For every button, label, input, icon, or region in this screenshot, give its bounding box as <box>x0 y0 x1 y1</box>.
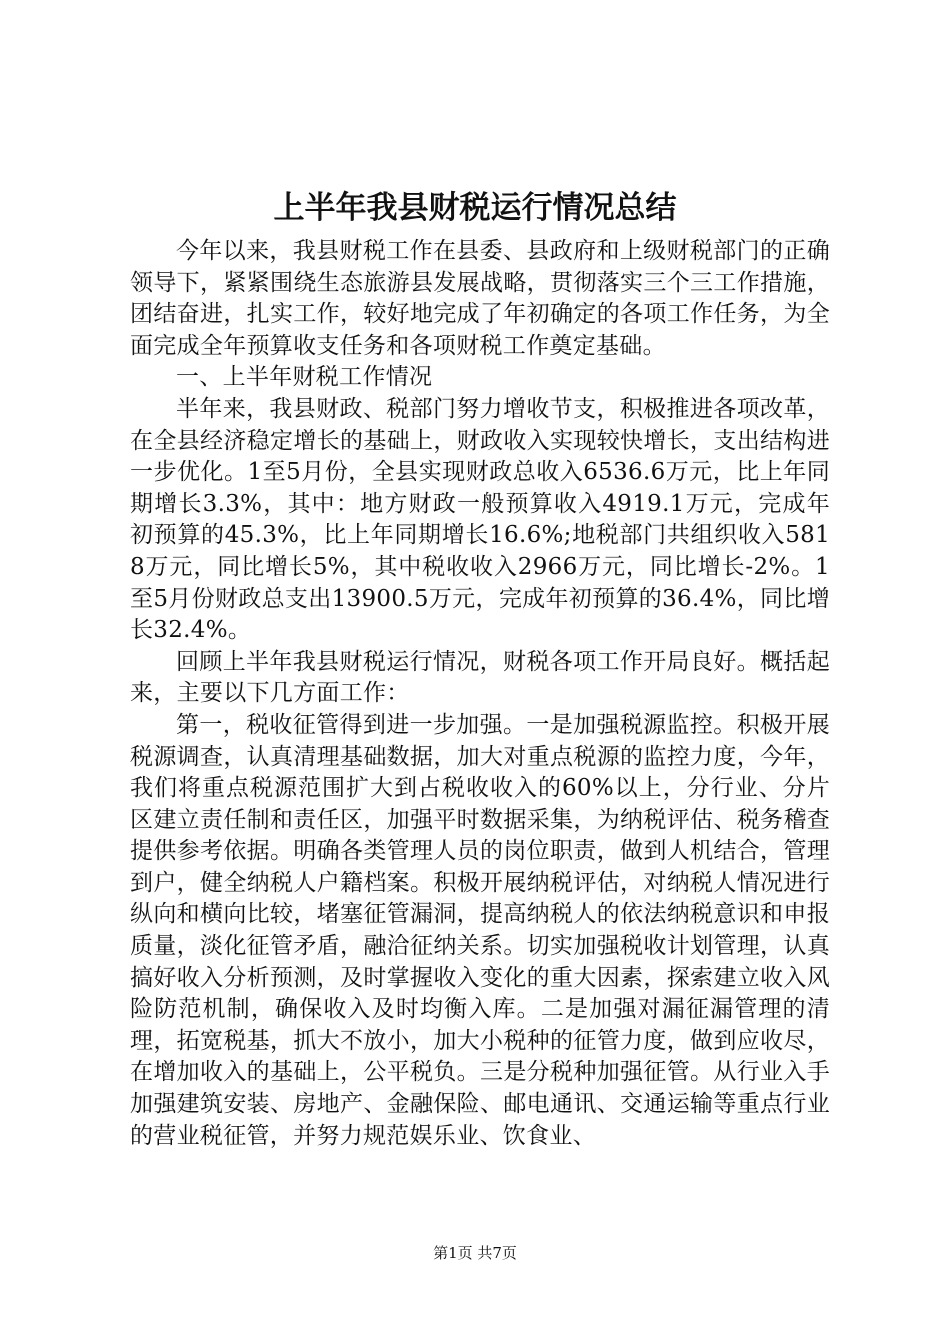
page-footer: 第1页 共7页 <box>433 1244 517 1262</box>
section-heading: 一、上半年财税工作情况 <box>176 364 433 391</box>
document-body <box>130 236 830 1152</box>
paragraph-intro: 今年以来，我县财税工作在县委、县政府和上级财税部门的正确领导下，紧紧围绕生态旅游县发展战略，贯彻落实三个三工作措施，团结奋进，扎实工作，较好地完成了年初确定的各项工作任务，为全面完成全年预算收支任务和各项财税工作奠定基础。 <box>130 238 830 359</box>
document-title: 上半年我县财税运行情况总结 <box>273 190 677 226</box>
paragraph-revenue-summary: 半年来，我县财政、税部门努力增收节支，积极推进各项改革，在全县经济稳定增长的基础上，财政收入实现较快增长，支出结构进一步优化。1至5月份，全县实现财政总收入6536.6万元，比上年同期增长3.3%，其中：地方财政一般预算收入4919.1万元，完成年初预算的45.3%，比上年同期增长16.6%;地税部门共组织收入5818万元，同比增长5%，其中税收收入2966万元，同比增长-2%。1至5月份财政总支出13900.5万元，完成年初预算的36.4%，同比增长32.4%。 <box>130 395 830 644</box>
paragraph-review: 回顾上半年我县财税运行情况，财税各项工作开局良好。概括起来，主要以下几方面工作： <box>130 648 830 707</box>
paragraph-tax-collection: 第一，税收征管得到进一步加强。一是加强税源监控。积极开展税源调查，认真清理基础数据，加大对重点税源的监控力度，今年，我们将重点税源范围扩大到占税收收入的60%以上，分行业、分片区建立责任制和责任区，加强平时数据采集，为纳税评估、税务稽查提供参考依据。明确各类管理人员的岗位职责，做到人机结合，管理到户，健全纳税人户籍档案。积极开展纳税评估，对纳税人情况进行纵向和横向比较，堵塞征管漏洞，提高纳税人的依法纳税意识和申报质量，淡化征管矛盾，融洽征纳关系。切实加强税收计划管理，认真搞好收入分析预测，及时掌握收入变化的重大因素，探索建立收入风险防范机制，确保收入及时均衡入库。二是加强对漏征漏管理的清理，拓宽税基，抓大不放小，加大小税种的征管力度，做到应收尽，在增加收入的基础上，公平税负。三是分税种加强征管。从行业入手加强建筑安装、房地产、金融保险、邮电通讯、交通运输等重点行业的营业税征管，并努力规范娱乐业、饮食业、 <box>130 711 830 1149</box>
